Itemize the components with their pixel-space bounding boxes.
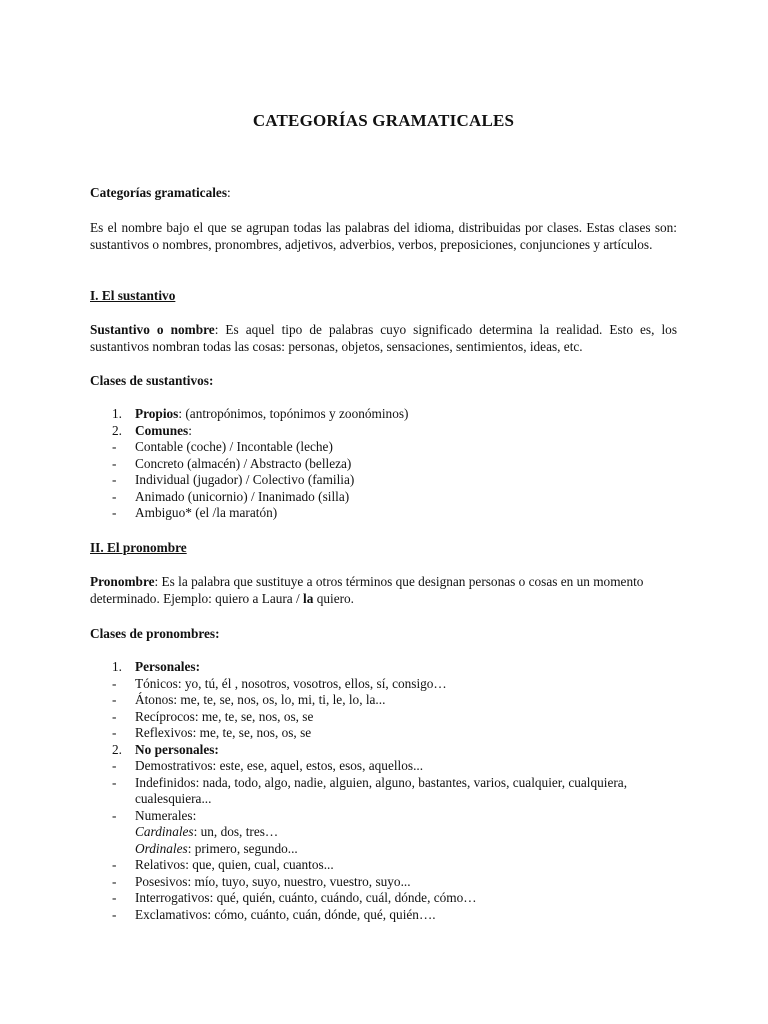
list-marker: - — [112, 857, 117, 872]
list-item — [90, 725, 677, 742]
pronombre-def-bold: la — [303, 590, 314, 606]
intro-heading — [90, 185, 677, 202]
document-page — [90, 0, 677, 1024]
intro-paragraph: Es el nombre bajo el que se agrupan todas las palabras del idioma, distribuidas por clases. Estas clases son: sustantivos o nombres, pronombres, adjetivos, adverbios, verbos, preposiciones, conjunciones y artículos. — [90, 220, 677, 252]
list-item — [90, 709, 677, 726]
list-marker: 1. — [112, 659, 122, 674]
sustantivo-term: Sustantivo o nombre — [90, 322, 215, 337]
list-item — [90, 775, 677, 808]
list-item-bold: Comunes — [135, 422, 189, 438]
list-subitem — [90, 841, 677, 858]
list-item-text: Posesivos: mío, tuyo, suyo, nuestro, vuestro, suyo... — [135, 873, 411, 889]
list-marker: - — [112, 488, 117, 504]
list-marker: - — [112, 472, 117, 487]
pronombre-def-end: quiero. — [313, 590, 355, 606]
section-heading-sustantivo: I. El sustantivo — [90, 288, 176, 303]
list-marker: 2. — [112, 422, 122, 438]
list-marker: - — [112, 758, 117, 773]
list-marker: - — [112, 725, 117, 740]
sustantivo-classes-heading: Clases de sustantivos: — [90, 373, 214, 388]
list-item-text: Indefinidos: nada, todo, algo, nadie, alguien, alguno, bastantes, varios, cualquier, cualquiera, cualesquiera... — [135, 774, 628, 806]
list-item-text: Demostrativos: este, ese, aquel, estos, esos, aquellos... — [135, 758, 424, 773]
pronombre-classes-heading: Clases de pronombres: — [90, 626, 220, 641]
list-marker: - — [112, 873, 117, 889]
list-marker: 1. — [112, 406, 122, 421]
list-item — [90, 472, 677, 489]
sustantivo-definition — [90, 322, 677, 355]
list-item-text: Interrogativos: qué, quién, cuánto, cuándo, cuál, dónde, cómo… — [135, 890, 477, 905]
list-subitem — [90, 824, 677, 841]
list-item-text: Animado (unicornio) / Inanimado (silla) — [135, 488, 350, 504]
cardinales-label: Cardinales — [135, 824, 194, 839]
list-item-text: Reflexivos: me, te, se, nos, os, se — [135, 725, 312, 740]
list-marker: - — [112, 906, 117, 922]
pronombre-term: Pronombre — [90, 574, 155, 589]
list-marker: - — [112, 455, 117, 471]
list-item — [90, 742, 677, 759]
list-item-text: Contable (coche) / Incontable (leche) — [135, 439, 333, 454]
list-marker: - — [112, 774, 117, 790]
list-item-text: : — [188, 422, 192, 438]
list-item-text: Ambiguo* (el /la maratón) — [135, 505, 278, 520]
list-item-text: Individual (jugador) / Colectivo (familia) — [135, 472, 355, 487]
list-marker: - — [112, 708, 117, 724]
list-item — [90, 676, 677, 693]
list-item — [90, 489, 677, 506]
list-marker: - — [112, 692, 117, 707]
cardinales-text: : un, dos, tres… — [193, 824, 279, 839]
pronombre-list — [90, 659, 677, 923]
list-item — [90, 808, 677, 825]
list-item — [90, 692, 677, 709]
list-marker: - — [112, 505, 117, 520]
list-item-bold: Propios — [135, 406, 179, 421]
list-item-text: Concreto (almacén) / Abstracto (belleza) — [135, 455, 352, 471]
list-item — [90, 406, 677, 423]
pronombre-definition — [90, 574, 677, 607]
list-item-text: Exclamativos: cómo, cuánto, cuán, dónde, qué, quién…. — [135, 906, 436, 922]
list-marker: - — [112, 807, 117, 823]
list-marker: 2. — [112, 741, 122, 757]
list-marker: - — [112, 890, 117, 905]
ordinales-text: : primero, segundo... — [187, 840, 298, 856]
document-title: CATEGORÍAS GRAMATICALES — [252, 111, 515, 130]
list-item-text: Recíprocos: me, te, se, nos, os, se — [135, 708, 314, 724]
list-item-bold: Personales: — [135, 659, 200, 674]
list-item — [90, 456, 677, 473]
list-item-text: Relativos: que, quien, cual, cuantos... — [135, 857, 334, 872]
list-item — [90, 439, 677, 456]
list-item — [90, 874, 677, 891]
pronombre-def-text: : Es la palabra que sustituye a otros términos que designan personas o cosas en un momento determinado. Ejemplo: quiero a Laura / — [90, 574, 644, 606]
list-item — [90, 907, 677, 924]
sustantivo-list — [90, 406, 677, 522]
intro-heading-text: Categorías gramaticales — [90, 185, 227, 200]
list-item-bold: No personales: — [135, 741, 219, 757]
list-item-text: Átonos: me, te, se, nos, os, lo, mi, ti, le, lo, la... — [135, 692, 386, 707]
list-item — [90, 659, 677, 676]
intro-heading-colon: : — [227, 185, 231, 200]
list-item-text: Tónicos: yo, tú, él , nosotros, vosotros, ellos, sí, consigo… — [135, 675, 447, 691]
list-item — [90, 505, 677, 522]
list-item — [90, 857, 677, 874]
ordinales-label: Ordinales — [135, 840, 188, 856]
section-heading-pronombre: II. El pronombre — [90, 540, 187, 555]
sustantivo-def-text: : Es aquel tipo de palabras cuyo significado determina la realidad. Esto es, los sustantivos nombran todas las cosas: personas, objetos, sensaciones, sentimientos, ideas, etc. — [90, 322, 677, 354]
list-item-text: : (antropónimos, topónimos y zoonóminos) — [178, 406, 409, 421]
list-marker: - — [112, 439, 117, 454]
list-item — [90, 423, 677, 440]
list-marker: - — [112, 675, 117, 691]
list-item — [90, 890, 677, 907]
list-item — [90, 758, 677, 775]
list-item-text: Numerales: — [135, 807, 197, 823]
